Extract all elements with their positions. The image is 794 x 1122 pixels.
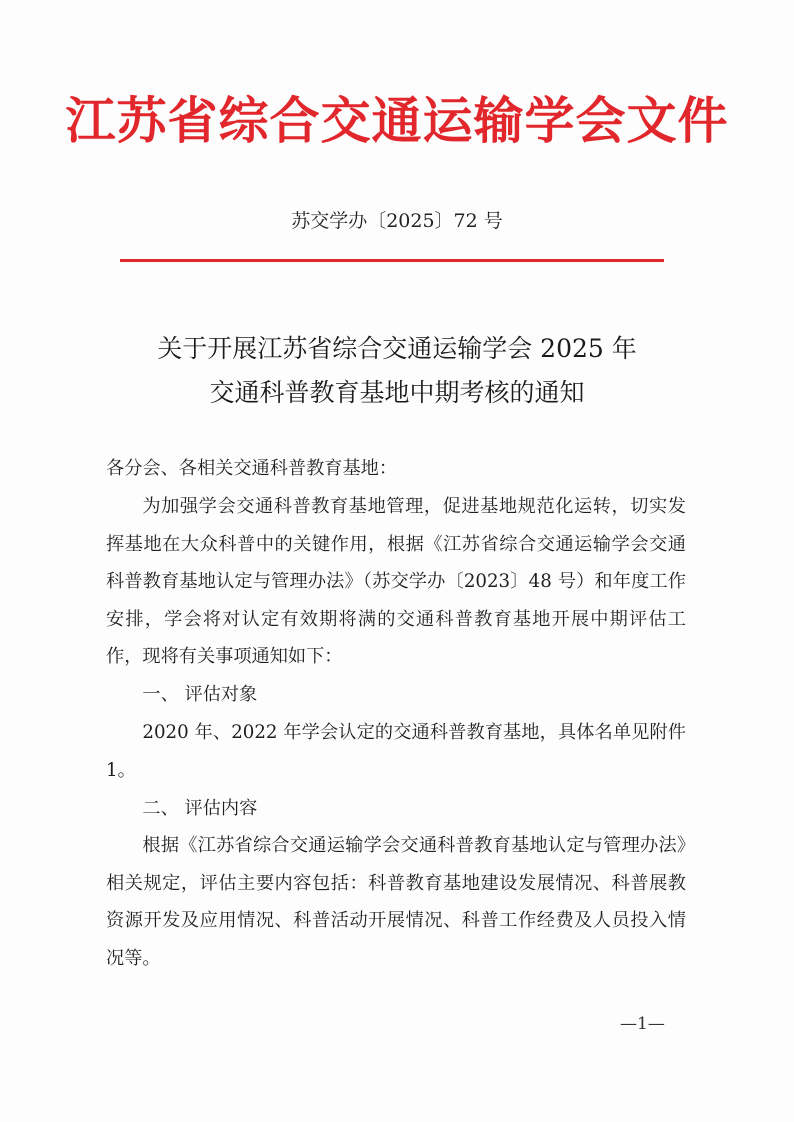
page-number: —1—	[620, 1014, 665, 1034]
section-2-heading: 二、 评估内容	[142, 798, 258, 819]
section-2-paragraph: 根据《江苏省综合交通运输学会交通科普教育基地认定与管理办法》相关规定，评估主要内容包括：科普教育基地建设发展情况、科普展教资源开发及应用情况、科普活动开展情况、科普工作经费及人员投入情况等。	[106, 835, 686, 969]
section-1-heading: 一、 评估对象	[142, 684, 258, 705]
document-masthead: 江苏省综合交通运输学会文件	[65, 92, 729, 150]
notice-title-line-2: 交通科普教育基地中期考核的通知	[209, 378, 585, 407]
red-divider-line	[120, 259, 664, 262]
intro-paragraph: 为加强学会交通科普教育基地管理，促进基地规范化运转，切实发挥基地在大众科普中的关键作用，根据《江苏省综合交通运输学会交通科普教育基地认定与管理办法》（苏交学办〔2023〕48 号）和年度工作安排，学会将对认定有效期将满的交通科普教育基地开展中期评估工作，现将有关事项通知如下：	[106, 496, 686, 668]
salutation: 各分会、各相关交通科普教育基地：	[106, 458, 398, 479]
document-number: 苏交学办〔2025〕72 号	[291, 210, 503, 232]
notice-title-line-1: 关于开展江苏省综合交通运输学会 2025 年	[157, 334, 637, 363]
notice-title	[0, 327, 794, 415]
section-1-paragraph: 2020 年、2022 年学会认定的交通科普教育基地，具体名单见附件 1。	[106, 722, 686, 781]
